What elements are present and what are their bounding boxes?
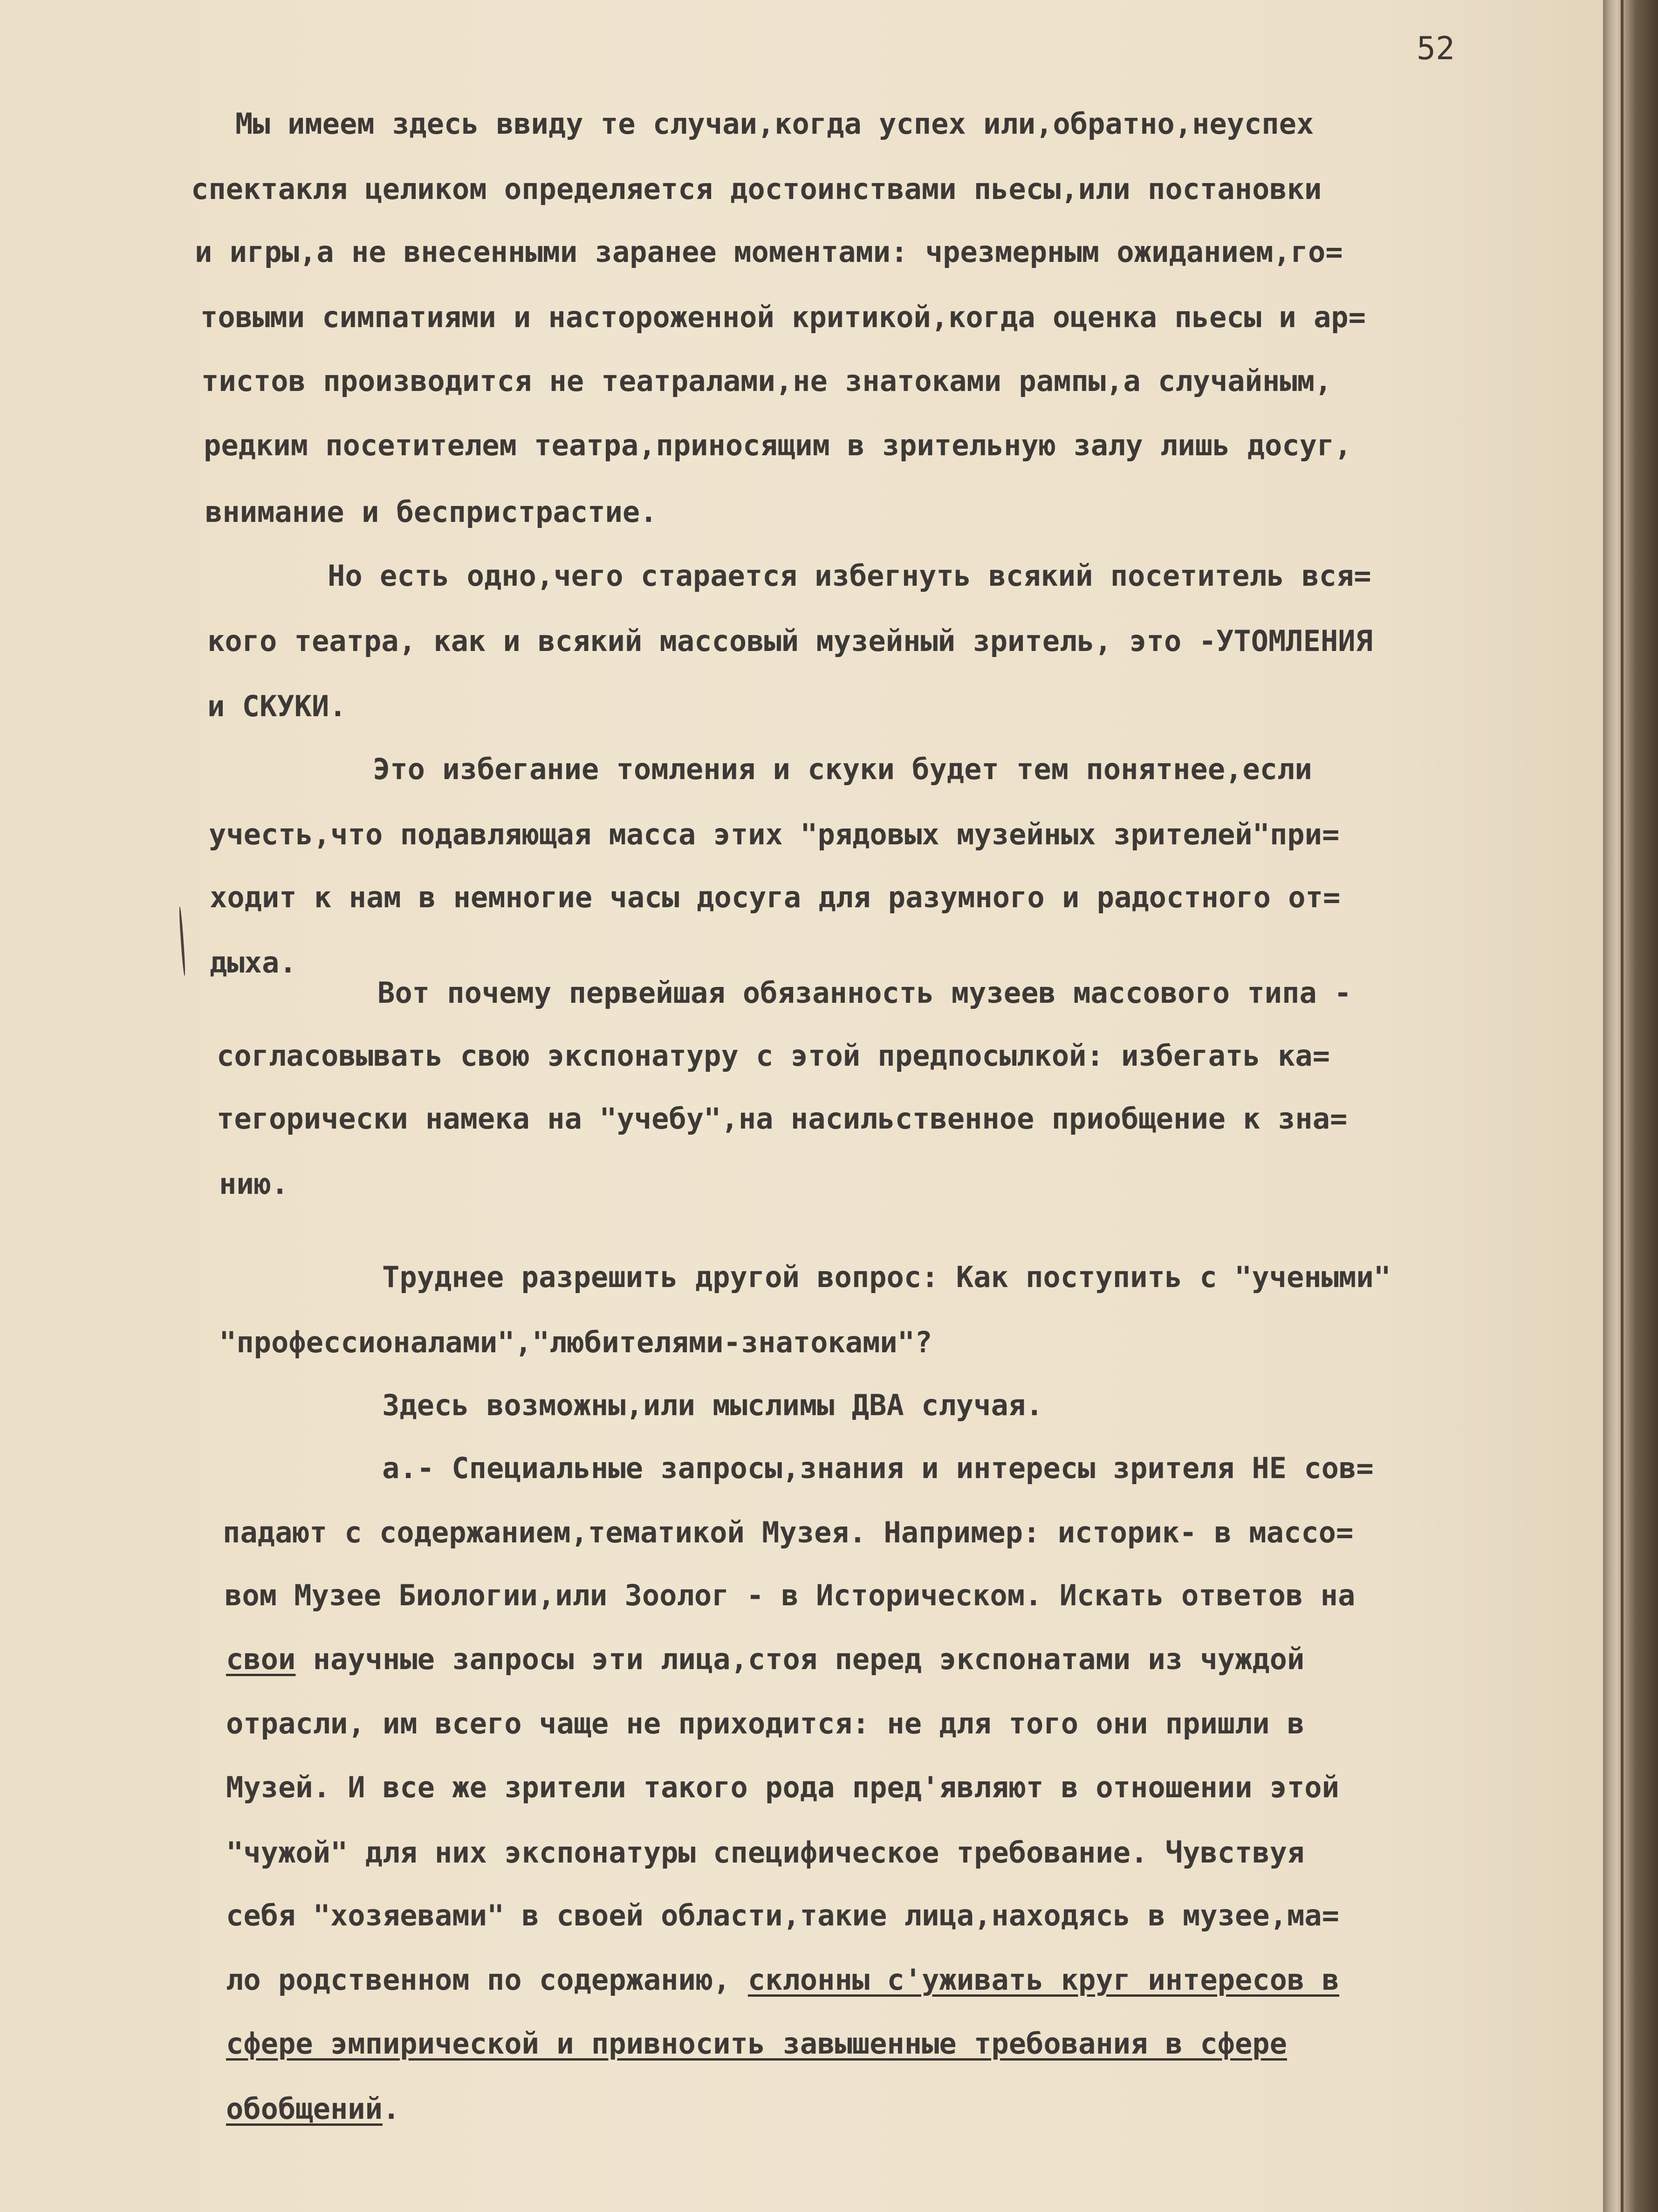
page-number: 52 [1417,30,1455,67]
underlined-phrase: склонны с'уживать круг интересов в [747,1963,1339,1997]
text-segment: научные запросы эти лица,стоя перед экспонатами из чуждой [295,1642,1305,1676]
text-line: учесть,что подавляющая масса этих "рядовых музейных зрителей"при= [209,817,1340,851]
text-line: спектакля целиком определяется достоинствами пьесы,или постановки [191,172,1322,206]
text-line: "чужой" для них экспонатуры специфическое требование. Чувствуя [226,1835,1305,1870]
text-line: отрасли, им всего чаще не приходится: не для того они пришли в [226,1706,1305,1740]
text-line: нию. [219,1167,289,1201]
text-line: Вот почему первейшая обязанность музеев массового типа - [377,976,1352,1010]
text-line: ходит к нам в немногие часы досуга для разумного и радостного от= [210,880,1341,914]
text-segment: ло родственном по содержанию, [226,1963,748,1997]
text-line: Мы имеем здесь ввиду те случаи,когда успех или,обратно,неуспех [235,107,1314,141]
text-line: себя "хозяевами" в своей области,такие лица,находясь в музее,ма= [226,1898,1339,1932]
text-line: "профессионалами","любителями-знатоками"? [219,1325,932,1359]
text-line: кого театра, как и всякий массовый музейный зритель, это -УТОМЛЕНИЯ [207,624,1373,658]
text-line: дыха. [210,945,297,979]
text-line [226,2092,400,2126]
underlined-word: свои [226,1642,296,1676]
text-line: тистов производится не театралами,не знатоками рампы,а случайным, [201,364,1332,398]
text-line [226,1963,1339,1997]
text-line: внимание и беспристрастие. [205,495,658,529]
text-line: и игры,а не внесенными заранее моментами: чрезмерным ожиданием,го= [195,235,1343,269]
text-line: и СКУКИ. [207,689,347,723]
underlined-phrase: сфере эмпирической и привносить завышенные требования в сфере [226,2027,1287,2061]
book-binding [1603,0,1658,2212]
text-line [226,1642,1305,1676]
text-line: Здесь возможны,или мыслимы ДВА случая. [382,1388,1043,1422]
text-line: Но есть одно,чего старается избегнуть всякий посетитель вся= [328,559,1371,593]
text-segment: . [382,2092,400,2126]
text-line: редким посетителем театра,приносящим в зрительную залу лишь досуг, [204,428,1352,462]
underlined-phrase: обобщений [226,2092,383,2126]
text-line: Музей. И все же зрители такого рода пред'являют в отношении этой [226,1770,1339,1804]
text-line [226,2027,1287,2061]
text-line: товыми симпатиями и настороженной критикой,когда оценка пьесы и ар= [200,300,1366,334]
text-line: Труднее разрешить другой вопрос: Как поступить с "учеными" [382,1260,1391,1294]
binding-edge [1621,0,1624,2212]
text-line: вом Музее Биологии,или Зоолог - в Историческом. Искать ответов на [225,1578,1356,1612]
text-line: Это избегание томления и скуки будет тем понятнее,если [373,752,1312,786]
text-line: согласовывать свою экспонатуру с этой предпосылкой: избегать ка= [217,1039,1330,1073]
text-line: тегорически намека на "учебу",на насильственное приобщение к зна= [217,1102,1348,1136]
text-line: а.- Специальные запросы,знания и интересы зрителя НЕ сов= [382,1451,1374,1485]
text-line: падают с содержанием,тематикой Музея. Например: историк- в массо= [223,1515,1354,1549]
